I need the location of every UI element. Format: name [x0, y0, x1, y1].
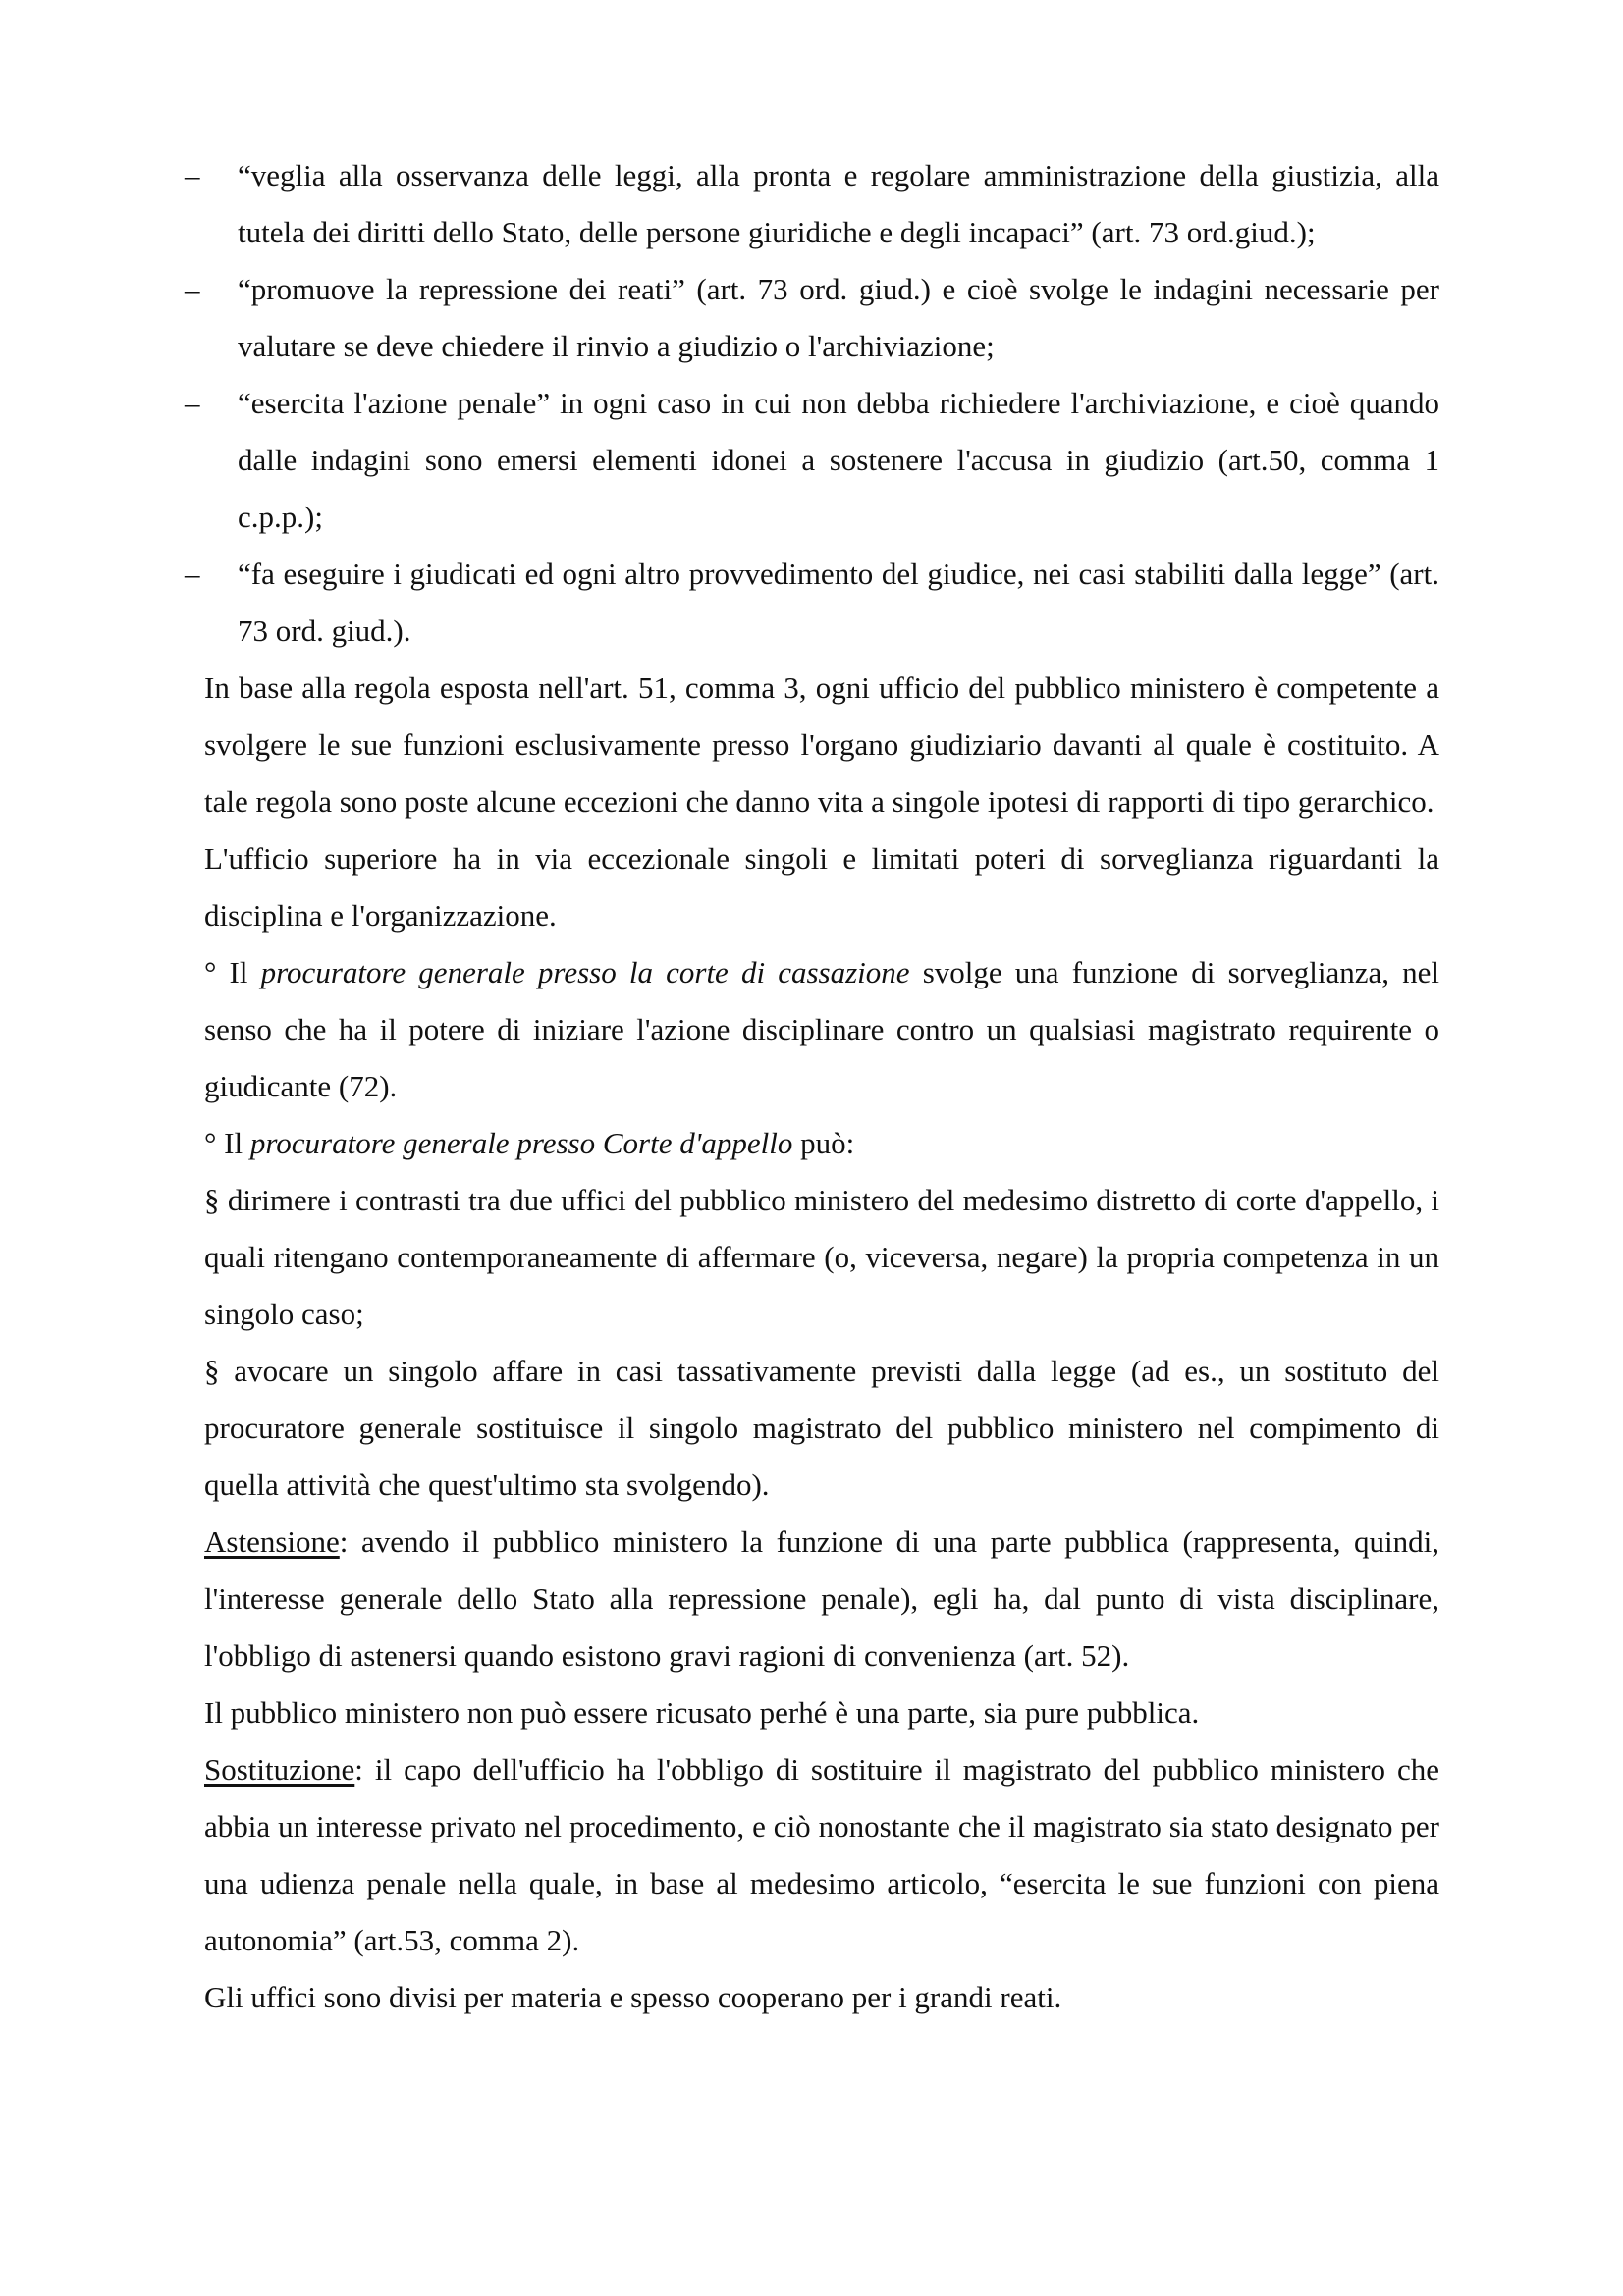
paragraph-dirimere: § dirimere i contrasti tra due uffici del pubblico ministero del medesimo distretto di corte d'appello, i quali ritengano contemporaneamente di affermare (o, viceversa, negare) la propria competenza in un singolo caso;	[204, 1183, 1439, 1331]
appello-text: può:	[792, 1126, 855, 1160]
paragraph-appello	[204, 1115, 1439, 1172]
appello-prefix: ° Il	[204, 1126, 250, 1160]
list-item	[185, 147, 1439, 261]
functions-list	[185, 147, 1439, 660]
document-body	[185, 147, 1439, 2026]
list-item-text: “veglia alla osservanza delle leggi, alla pronta e regolare amministrazione della giustizia, alla tutela dei diritti dello Stato, delle persone giuridiche e degli incapaci” (art. 73 ord.giud.);	[238, 158, 1439, 249]
dash-bullet: –	[185, 386, 200, 420]
paragraph-astensione	[204, 1514, 1439, 1684]
paragraph-avocare: § avocare un singolo affare in casi tassativamente previsti dalla legge (ad es., un sostituto del procuratore generale sostituisce il singolo magistrato del pubblico ministero nel compimento di quella attività che quest'ultimo sta svolgendo).	[204, 1354, 1439, 1502]
sostituzione-heading: Sostituzione	[204, 1752, 355, 1787]
cassazione-text: svolge una funzione di sorveglianza, nel senso che ha il potere di iniziare l'azione disciplinare contro un qualsiasi magistrato requirente o giudicante (72).	[204, 955, 1439, 1103]
paragraph-ricusato: Il pubblico ministero non può essere ricusato perhé è una parte, sia pure pubblica.	[204, 1695, 1200, 1730]
dash-bullet: –	[185, 557, 200, 591]
astensione-text: : avendo il pubblico ministero la funzione di una parte pubblica (rappresenta, quindi, l'interesse generale dello Stato alla repressione penale), egli ha, dal punto di vista disciplinare, l'obbligo di astenersi quando esistono gravi ragioni di convenienza (art. 52).	[204, 1524, 1439, 1673]
cassazione-title: procuratore generale presso la corte di cassazione	[260, 955, 910, 989]
list-item	[185, 261, 1439, 375]
paragraph-uffici: Gli uffici sono divisi per materia e spesso cooperano per i grandi reati.	[204, 1980, 1062, 2014]
list-item-text: “fa eseguire i giudicati ed ogni altro provvedimento del giudice, nei casi stabiliti dalla legge” (art. 73 ord. giud.).	[238, 557, 1439, 648]
sostituzione-text: : il capo dell'ufficio ha l'obbligo di sostituire il magistrato del pubblico ministero che abbia un interesse privato nel procedimento, e ciò nonostante che il magistrato sia stato designato per una udienza penale nella quale, in base al medesimo articolo, “esercita le sue funzioni con piena autonomia” (art.53, comma 2).	[204, 1752, 1439, 1957]
paragraph-sostituzione	[204, 1741, 1439, 1969]
astensione-heading: Astensione	[204, 1524, 340, 1559]
dash-bullet: –	[185, 272, 200, 306]
paragraph-cassazione	[204, 944, 1439, 1115]
list-item-text: “esercita l'azione penale” in ogni caso in cui non debba richiedere l'archiviazione, e cioè quando dalle indagini sono emersi elementi idonei a sostenere l'accusa in giudizio (art.50, comma 1 c.p.p.);	[238, 386, 1439, 534]
paragraph-ufficio-superiore: L'ufficio superiore ha in via eccezionale singoli e limitati poteri di sorveglianza riguardanti la disciplina e l'organizzazione.	[204, 841, 1439, 933]
dash-bullet: –	[185, 158, 200, 192]
list-item	[185, 546, 1439, 660]
paragraph-base-regola: In base alla regola esposta nell'art. 51, comma 3, ogni ufficio del pubblico ministero è competente a svolgere le sue funzioni esclusivamente presso l'organo giudiziario davanti al quale è costituito. A tale regola sono poste alcune eccezioni che danno vita a singole ipotesi di rapporti di tipo gerarchico.	[204, 670, 1439, 819]
list-item	[185, 375, 1439, 546]
cassazione-prefix: ° Il	[204, 955, 261, 989]
list-item-text: “promuove la repressione dei reati” (art. 73 ord. giud.) e cioè svolge le indagini necessarie per valutare se deve chiedere il rinvio a giudizio o l'archiviazione;	[238, 272, 1439, 363]
appello-title: procuratore generale presso Corte d'appello	[249, 1126, 793, 1160]
